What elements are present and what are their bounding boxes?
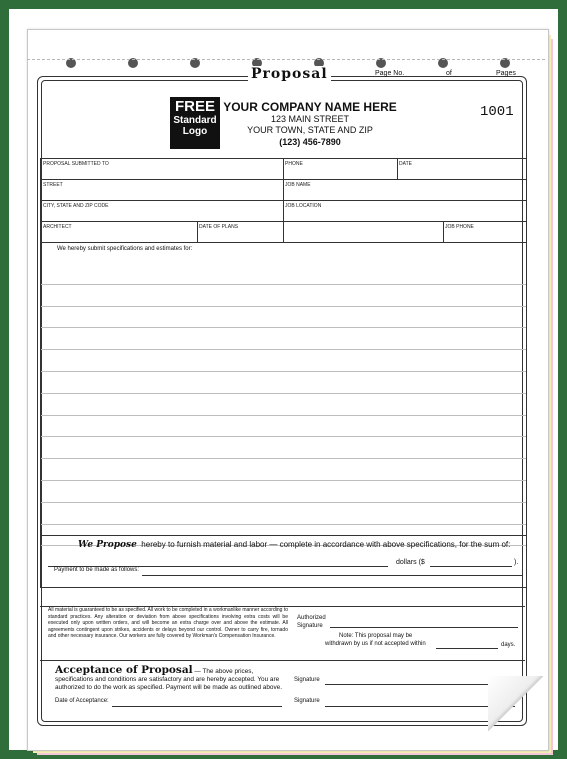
paren-close: ). [514,559,519,566]
company-street: 123 MAIN STREET [270,114,350,124]
we-propose-text [78,540,510,550]
acceptance-signature-label-2: Signature [294,698,320,704]
logo-logo-text: Logo [182,126,208,137]
company-name: YOUR COMPANY NAME HERE [223,100,397,114]
perforation-line [27,59,545,60]
note-line1: Note: This proposal may be [339,633,413,639]
phone-field[interactable] [283,159,398,179]
acceptance-text: — The above prices, specifications and conditions are satisfactory and are hereby accepted. You are authorized to do the work as specified. Payment will be made as outlined above. [55,668,282,691]
job-phone-label: JOB PHONE [445,224,474,230]
info-grid [40,158,527,243]
city-field[interactable] [41,201,284,221]
architect-field[interactable] [41,222,198,242]
page-title: Proposal [248,66,331,82]
grid-row [41,222,526,242]
withdraw-note [325,633,426,648]
city-label: CITY, STATE AND ZIP CODE [43,203,109,209]
acceptance-signature-line[interactable] [325,684,515,685]
date-of-plans-field[interactable] [197,222,284,242]
page-curl [488,676,543,731]
acceptance-block [55,666,290,692]
days-line[interactable] [436,648,498,649]
note-line2: withdrawn by us if not accepted within [325,640,426,647]
authorized-signature-label [297,614,326,630]
warranty-text: All material is guaranteed to be as specified. All work to be completed in a workmanlike manner according to standard practices. Any alteration or deviation from above specifications involving extra costs will be executed only upon written orders, and will become an extra charge over and above the estimate. All agreements contingent upon strikes, accidents or delays beyond our control. Owner to carry fire, tornado and other necessary insurance. Our workers are fully covered by Workman's Compensation Insurance. [48,607,288,639]
phone-label: PHONE [285,161,303,167]
grid-row [41,201,526,222]
blank-field[interactable] [283,222,444,242]
of-label: of [446,70,452,77]
date-field[interactable] [397,159,525,179]
acceptance-signature-line-2[interactable] [325,706,515,707]
company-city: YOUR TOWN, STATE AND ZIP [247,125,373,135]
date-of-plans-label: DATE OF PLANS [199,224,239,230]
job-name-field[interactable] [283,180,525,200]
logo-standard-text: Standard [173,115,217,126]
company-phone: (123) 456-7890 [279,137,341,147]
we-propose-lead: We Propose [78,540,137,550]
acceptance-signature-label: Signature [294,677,320,683]
payment-line[interactable] [142,575,522,576]
job-location-label: JOB LOCATION [285,203,322,209]
payment-label: Payment to be made as follows: [54,567,140,573]
amount-number-line[interactable] [430,566,512,567]
street-label: STREET [43,182,63,188]
architect-label: ARCHITECT [43,224,72,230]
we-propose-body: hereby to furnish material and labor — complete in accordance with above specifications, for the sum of: [141,540,511,549]
pages-label: Pages [496,70,516,77]
date-of-acceptance-line[interactable] [112,706,282,707]
days-label: days. [501,642,516,648]
submitted-to-field[interactable] [41,159,284,179]
spec-intro-label: We hereby submit specifications and estimates for: [57,246,193,252]
spec-lines [41,263,526,546]
job-name-label: JOB NAME [285,182,311,188]
authorized-signature-line[interactable] [330,627,518,628]
dollars-label: dollars ($ [396,559,425,566]
street-field[interactable] [41,180,284,200]
proposal-number: 1001 [480,104,514,120]
grid-row [41,180,526,201]
grid-row [41,159,526,180]
date-of-acceptance-label: Date of Acceptance: [55,698,109,704]
logo-free-text: FREE [174,98,215,115]
job-location-field[interactable] [283,201,525,221]
acceptance-title: Acceptance of Proposal [55,664,193,676]
job-phone-field[interactable] [443,222,525,242]
authorized-line2: Signature [297,623,323,629]
company-info [220,100,400,148]
authorized-line1: Authorized [297,615,326,621]
specifications-area[interactable] [40,241,527,536]
company-logo [170,97,220,149]
page-no-label: Page No. [375,70,405,77]
submitted-to-label: PROPOSAL SUBMITTED TO [43,161,109,167]
date-label: DATE [399,161,412,167]
